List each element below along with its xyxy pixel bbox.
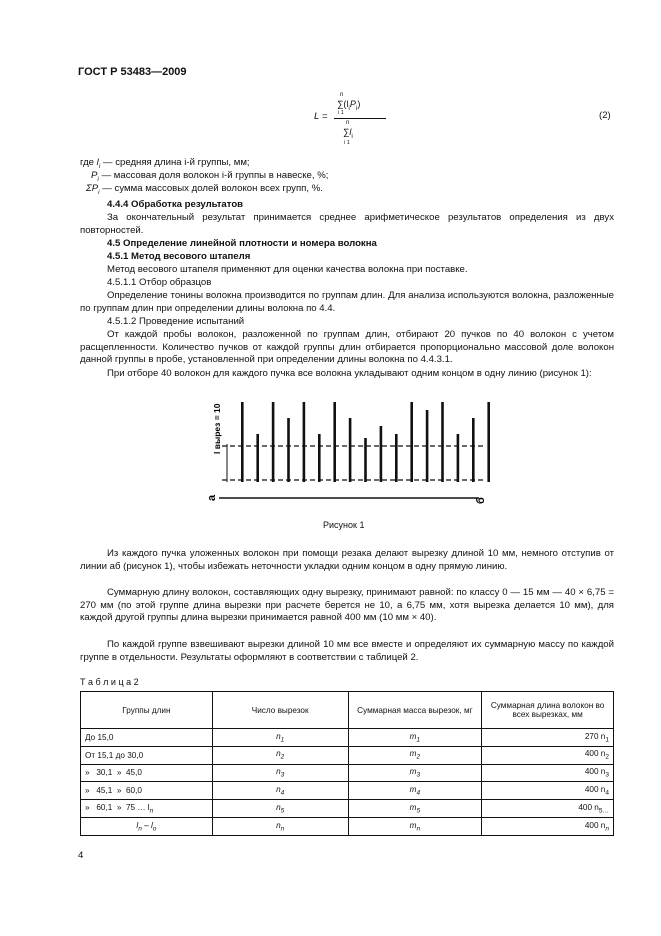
length-cell: 270 $n_1$ <box>482 729 614 747</box>
fiber-bar <box>410 402 413 482</box>
figure-1 <box>205 398 490 516</box>
formula-num-from: i 1 <box>338 110 344 116</box>
length-cell: 400 $n_2$ <box>482 746 614 764</box>
fiber-bar <box>333 402 336 482</box>
fiber-bar <box>457 434 460 482</box>
mass-cell: $m_n$ <box>348 817 482 835</box>
count-cell: $n_n$ <box>212 817 348 835</box>
paragraph-weigh: По каждой группе взвешивают вырезки длиной 10 мм все вместе и определяют их суммарную массу по каждой группе в отдельности. Результаты оформляют в соответствии с таблицей 2. <box>80 639 614 663</box>
group-cell: $l_n - l_o$ <box>81 817 213 835</box>
fiber-bar <box>349 418 352 482</box>
fiber-bars <box>241 402 490 482</box>
formula-lhs: L = <box>314 111 328 122</box>
fiber-bar <box>364 438 367 482</box>
label-a: а <box>206 494 218 501</box>
header-cell: Группы длин <box>81 692 213 729</box>
fiber-bar <box>472 418 475 482</box>
fiber-bar <box>318 434 321 482</box>
fiber-bar <box>241 402 244 482</box>
fiber-bar <box>287 418 290 482</box>
fiber-bar <box>487 402 490 482</box>
count-cell: $n_3$ <box>212 764 348 782</box>
table-row <box>81 800 614 818</box>
count-cell: $n_4$ <box>212 782 348 800</box>
table-2 <box>80 691 614 836</box>
group-cell: » 45,1 » 60,0 <box>81 782 213 800</box>
formula <box>300 94 420 154</box>
length-cell: 400 $n_n$ <box>482 817 614 835</box>
definition-sum-pi: $\Sigma P_i$ — сумма массовых долей волокон всех групп, %. <box>86 183 323 196</box>
header-cell: Суммарная длина волокон во всех вырезках, мм <box>482 692 614 729</box>
mass-cell: $m_5$ <box>348 800 482 818</box>
formula-den-sup: n <box>346 120 350 126</box>
paragraph-sum: Суммарную длину волокон, составляющих одну вырезку, принимают равной: по классу 0 — 15 мм — 40 × 6,75 = 270 мм (по этой группе длина вырезки при расчете берется не 10, а 6,75 мм, хотя вырезка делается 10 мм), для каждой другой группы длина вырезки принимается равной 400 мм (10 мм × 40). <box>80 587 614 624</box>
table-label: Т а б л и ц а 2 <box>80 677 139 687</box>
heading-4-5: 4.5 Определение линейной плотности и номера волокна <box>107 238 377 249</box>
table-row <box>81 817 614 835</box>
group-cell: От 15,1 до 30,0 <box>81 746 213 764</box>
paragraph-4-5-1-2b: При отборе 40 волокон для каждого пучка все волокна укладывают одним концом в одну линию (рисунок 1): <box>107 368 592 379</box>
fiber-bar <box>441 402 444 482</box>
group-cell: » 60,1 » 75 … $l_n$ <box>81 800 213 818</box>
dimension-label: l вырез = 10 <box>212 403 222 454</box>
paragraph-4-4-4: За окончательный результат принимается среднее арифметическое результатов определения из двух повторностей. <box>80 212 614 236</box>
formula-den-from: i 1 <box>344 140 350 146</box>
count-cell: $n_1$ <box>212 729 348 747</box>
group-cell: » 30,1 » 45,0 <box>81 764 213 782</box>
formula-numerator: $\sum(l_iP_i)$ <box>337 99 361 112</box>
paragraph-4-5-1: Метод весового штапеля применяют для оценки качества волокна при поставке. <box>107 264 468 275</box>
header-cell: Число вырезок <box>212 692 348 729</box>
mass-cell: $m_4$ <box>348 782 482 800</box>
formula-number: (2) <box>599 110 611 121</box>
definition-pi: $P_i$ — массовая доля волокон i-й группы в навеске, %; <box>91 170 329 183</box>
heading-4-5-1-1: 4.5.1.1 Отбор образцов <box>107 277 212 288</box>
table-row <box>81 782 614 800</box>
fraction-line <box>334 118 386 119</box>
table-row <box>81 764 614 782</box>
table-row <box>81 746 614 764</box>
paragraph-cut: Из каждого пучка уложенных волокон при помощи резака делают вырезку длиной 10 мм, немного отступив от линии аб (рисунок 1), чтобы избежать неточности укладки одним концом в одну прямую линию. <box>80 548 614 572</box>
mass-cell: $m_1$ <box>348 729 482 747</box>
mass-cell: $m_3$ <box>348 764 482 782</box>
heading-4-5-1-2: 4.5.1.2 Проведение испытаний <box>107 316 245 327</box>
length-cell: 400 $n_4$ <box>482 782 614 800</box>
fiber-bar <box>395 434 398 482</box>
mass-cell: $m_2$ <box>348 746 482 764</box>
group-cell: До 15,0 <box>81 729 213 747</box>
definition-li: где $l_i$ — средняя длина i-й группы, мм; <box>80 157 250 170</box>
label-b: б <box>475 497 487 504</box>
page-number: 4 <box>78 850 84 861</box>
fiber-bar <box>272 402 275 482</box>
table-header-row <box>81 692 614 729</box>
table-row <box>81 729 614 747</box>
paragraph-4-5-1-2a: От каждой пробы волокон, разложенной по группам длин, отбирают 20 пучков по 40 волокон с учетом расщепленности. Количество пучков от каждой группы длин отбирается пропорционально массовой доле волокон данной группы в пробе, установленной при определении длины волокна по 4.4.3.1. <box>80 329 614 366</box>
heading-4-4-4: 4.4.4 Обработка результатов <box>107 199 244 210</box>
fiber-bar <box>380 426 383 482</box>
fiber-bar <box>256 434 259 482</box>
formula-num-sup: n <box>340 92 344 98</box>
paragraph-4-5-1-1: Определение тонины волокна производится по группам длин. Для анализа используются волокна, разложенные по группам длин при определении длины волокна по 4.4. <box>80 290 614 314</box>
count-cell: $n_5$ <box>212 800 348 818</box>
figure-caption: Рисунок 1 <box>323 520 365 530</box>
document-header: ГОСТ Р 53483—2009 <box>78 66 187 78</box>
formula-denominator: $\sum l_i$ <box>343 127 353 140</box>
heading-4-5-1: 4.5.1 Метод весового штапеля <box>107 251 251 262</box>
fiber-bar <box>303 402 306 482</box>
length-cell: 400 $n_3$ <box>482 764 614 782</box>
header-cell: Суммарная масса вырезок, мг <box>348 692 482 729</box>
length-cell: 400 $n_{5\dots}$ <box>482 800 614 818</box>
count-cell: $n_2$ <box>212 746 348 764</box>
